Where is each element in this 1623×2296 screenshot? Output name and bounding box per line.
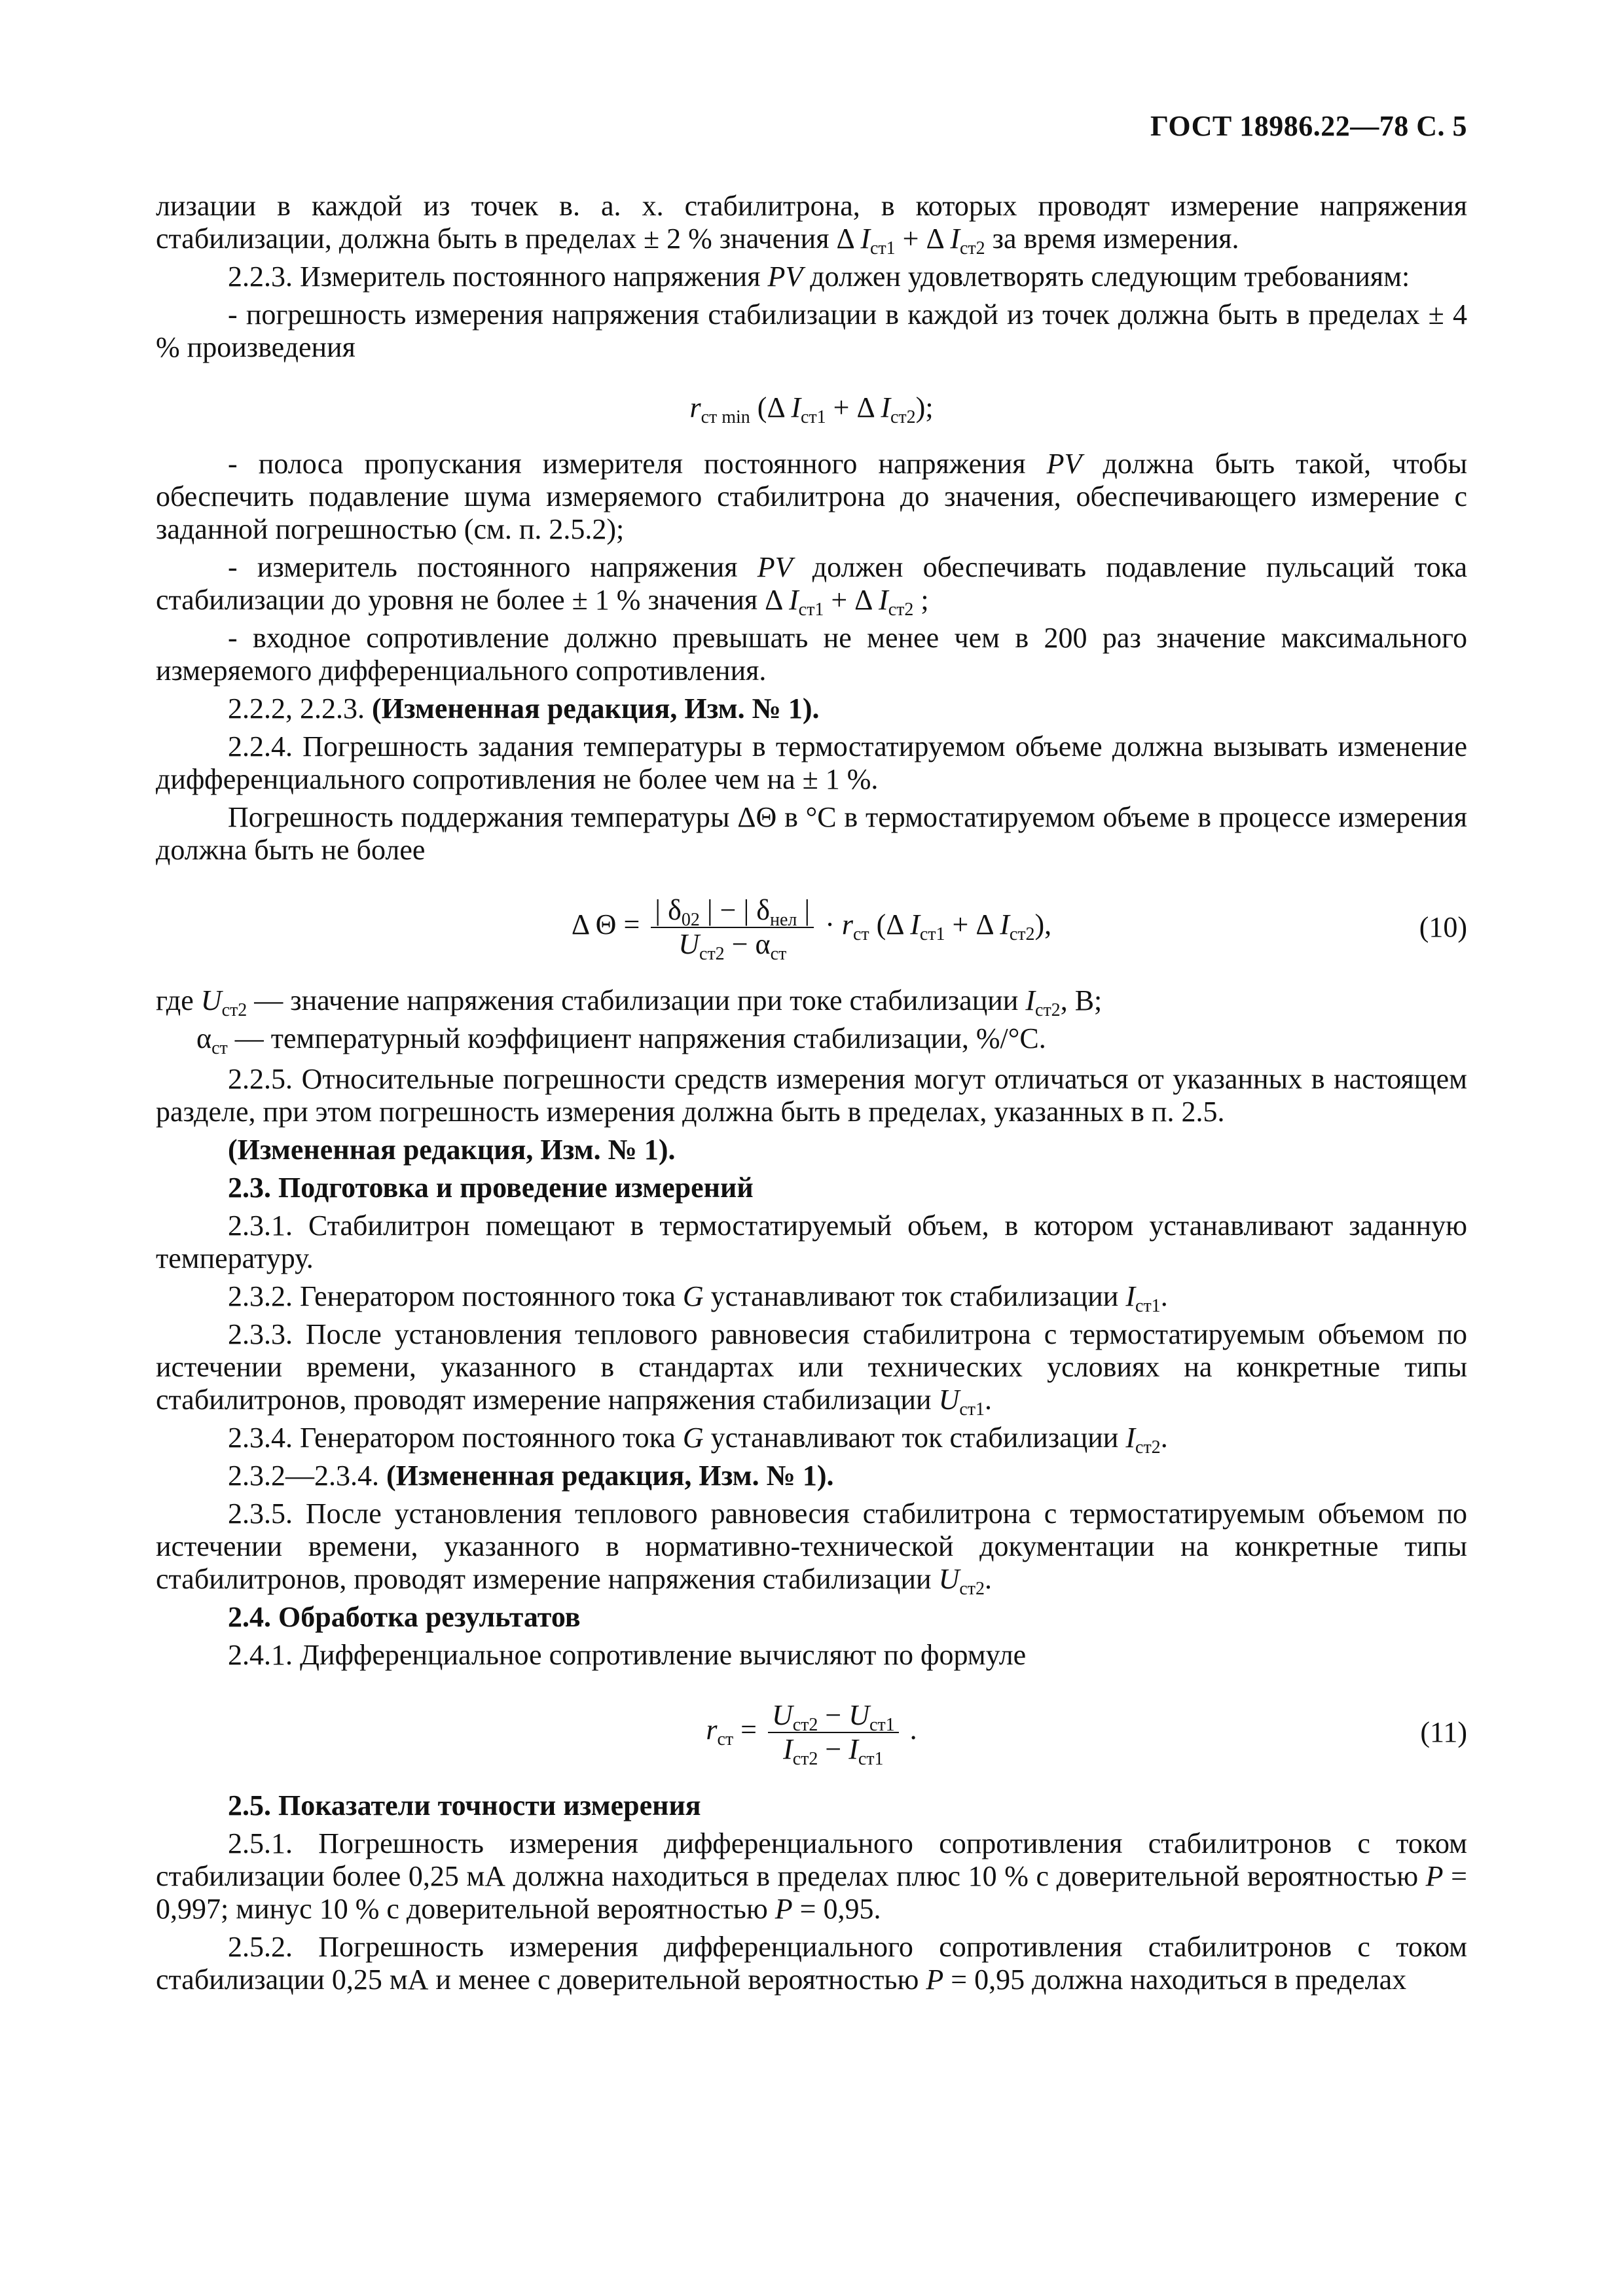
list-item-error: - погрешность измерения напряжения стабилизации в каждой из точек должна быть в пределах ± 4 % произведения [156,298,1467,363]
formula-product: $r_{ст min}$ (Δ $I_{ст1} + \Delta$ $I_{ст2}$); [689,391,934,427]
equation-number-11: (11) [1420,1716,1467,1748]
fraction-10: $\frac{| \delta_{02} | - | \delta_{нел} |}{U_{ст2} - \alpha_{ст}}$ [651,894,814,961]
fraction-11: $\frac{U_{ст2} - U_{ст1}}{I_{ст2} - I_{ст1}}$ [768,1699,899,1766]
paragraph-continuation: лизации в каждой из точек в. а. х. стабилитрона, в которых проводят измерение напряжения стабилизации, должна быть в пределах ± 2 % значения Δ $I_{ст1} + \Delta$ $I_{ст2}$ за время измерения. [156,190,1467,259]
paragraph-2-5-1: 2.5.1. Погрешность измерения дифференциального сопротивления стабилитронов с током стабилизации более 0,25 мА должна находиться в пределах плюс 10 % с доверительной вероятностью P = 0,997; минус 10 % с доверительной вероятностью P = 0,95. [156,1827,1467,1925]
paragraph-2-3-4: 2.3.4. Генератором постоянного тока G устанавливают ток стабилизации $I_{ст2}$. [228,1422,1168,1458]
paragraph-temperature: Погрешность поддержания температуры ΔΘ в °С в термостатируемом объеме в процессе измерения должна быть не более [156,801,1467,866]
paragraph-2-2-3: 2.2.3. Измеритель постоянного напряжения PV должен удовлетворять следующим требованиям: [228,260,1410,293]
amendment-note-2-2-5: (Измененная редакция, Изм. № 1). [228,1134,676,1166]
paragraph-2-5-2: 2.5.2. Погрешность измерения дифференциального сопротивления стабилитронов с током стабилизации 0,25 мА и менее с доверительной вероятностью P = 0,95 должна находиться в пределах [156,1931,1467,1996]
section-heading-2-3: 2.3. Подготовка и проведение измерений [228,1172,754,1204]
definition-u-st2: где $U_{ст2}$ — значение напряжения стабилизации при токе стабилизации $I_{ст2}$, В; [156,984,1103,1020]
section-heading-2-5: 2.5. Показатели точности измерения [228,1789,701,1821]
definition-alpha-st: $\alpha_{ст}$ — температурный коэффициент напряжения стабилизации, %/°С. [196,1022,1046,1058]
paragraph-2-3-2: 2.3.2. Генератором постоянного тока G устанавливают ток стабилизации $I_{ст1}$. [228,1280,1168,1316]
section-heading-2-4: 2.4. Обработка результатов [228,1601,581,1633]
paragraph-2-2-4: 2.2.4. Погрешность задания температуры в термостатируемом объеме должна вызывать изменение дифференциального сопротивления не более чем на ± 1 %. [156,730,1467,795]
amendment-note-2-3: 2.3.2—2.3.4. (Измененная редакция, Изм. № 1). [228,1460,834,1492]
document-body [156,190,1467,2001]
list-item-bandwidth: - полоса пропускания измерителя постоянного напряжения PV должна быть такой, чтобы обеспечить подавление шума измеряемого стабилитрона до значения, обеспечивающего измерение с заданной погрешностью (см. п. 2.5.2); [156,448,1468,545]
list-item-ripple: - измеритель постоянного напряжения PV должен обеспечивать подавление пульсаций тока стабилизации до уровня не более ± 1 % значения Δ $I_{ст1} + \Delta$ $I_{ст2}$ ; [156,551,1468,620]
paragraph-2-3-3: 2.3.3. После установления теплового равновесия стабилитрона с термостатируемым объемом по истечении времени, указанного в стандартах или технических условиях на конкретные типы стабилитронов, проводят измерение напряжения стабилизации $U_{ст1}$. [156,1318,1467,1420]
paragraph-2-4-1: 2.4.1. Дифференциальное сопротивление вычисляют по формуле [228,1639,1027,1671]
paragraph-2-3-5: 2.3.5. После установления теплового равновесия стабилитрона с термостатируемым объемом по истечении времени, указанного в нормативно-технической документации на конкретные типы стабилитронов, проводят измерение напряжения стабилизации $U_{ст2}$. [156,1498,1467,1599]
page-header: ГОСТ 18986.22—78 С. 5 [1150,110,1467,142]
equation-number-10: (10) [1419,911,1467,943]
amendment-note-2-2: 2.2.2, 2.2.3. (Измененная редакция, Изм. № 1). [228,692,820,725]
paragraph-2-3-1: 2.3.1. Стабилитрон помещают в термостатируемый объем, в котором устанавливают заданную температуру. [156,1210,1467,1274]
list-item-input-resistance: - входное сопротивление должно превышать не менее чем в 200 раз значение максимального измеряемого дифференциального сопротивления. [156,622,1467,687]
formula-10: Δ Θ = $\frac{| \delta_{02} | - | \delta_{нел} |}{U_{ст2} - \alpha_{ст}}$ · $r_{ст}$ (Δ $I_{ст1} + \Delta$ $I_{ст2}$), (10) [571,894,1467,964]
paragraph-2-2-5: 2.2.5. Относительные погрешности средств измерения могут отличаться от указанных в настоящем разделе, при этом погрешность измерения должна быть в пределах, указанных в п. 2.5. [156,1063,1467,1128]
formula-11: $r_{ст}$ = $\frac{U_{ст2} - U_{ст1}}{I_{ст2} - I_{ст1}}$ . (11) [706,1699,1467,1769]
